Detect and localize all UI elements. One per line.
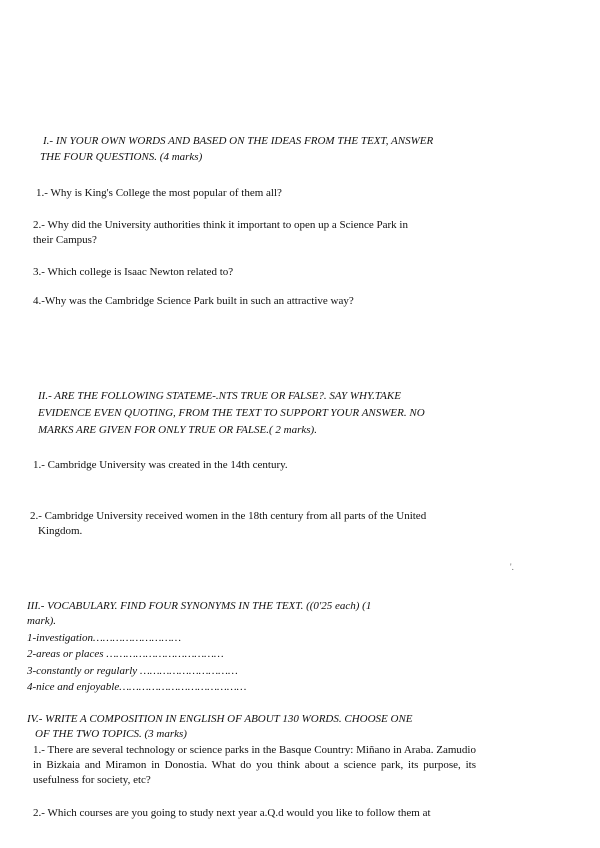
section-4-heading-line-1: IV.- WRITE A COMPOSITION IN ENGLISH OF ABOUT 130 WORDS. CHOOSE ONE	[27, 713, 413, 725]
question-2-line-1: 2.- Why did the University authorities think it important to open up a Science Park in	[33, 219, 408, 231]
section-1-heading-line-2: THE FOUR QUESTIONS. (4 marks)	[40, 151, 203, 163]
vocabulary-item-3: 3-constantly or regularly …………………………	[27, 665, 238, 677]
section-3-heading-line-1: III.- VOCABULARY. FIND FOUR SYNONYMS IN THE TEXT. ((0'25 each) (1	[27, 600, 372, 612]
composition-topic-2: 2.- Which courses are you going to study next year a.Q.d would you like to follow them at	[33, 807, 431, 819]
question-3: 3.- Which college is Isaac Newton related to?	[33, 266, 234, 278]
vocabulary-item-1: 1-investigation………………………	[27, 632, 182, 644]
statement-2-line-1: 2.- Cambridge University received women in the 18th century from all parts of the United	[30, 510, 427, 522]
section-3-heading-line-2: mark).	[27, 615, 57, 627]
section-2-heading-line-1: II.- ARE THE FOLLOWING STATEME-.NTS TRUE OR FALSE?. SAY WHY.TAKE	[38, 390, 401, 402]
section-2-heading-line-3: MARKS ARE GIVEN FOR ONLY TRUE OR FALSE.( 2 marks).	[38, 424, 317, 436]
question-1: 1.- Why is King's College the most popular of them all?	[36, 187, 282, 199]
vocabulary-item-2: 2-areas or places ………………………………	[27, 648, 224, 660]
question-4: 4.-Why was the Cambridge Science Park built in such an attractive way?	[33, 295, 354, 307]
statement-1: 1.- Cambridge University was created in the 14th century.	[33, 459, 288, 471]
statement-2-line-2: Kingdom.	[38, 525, 83, 537]
section-4-heading-line-2: OF THE TWO TOPICS. (3 marks)	[35, 728, 187, 740]
question-2-line-2: their Campus?	[33, 234, 97, 246]
section-1-heading-line-1: I.- IN YOUR OWN WORDS AND BASED ON THE IDEAS FROM THE TEXT, ANSWER	[43, 135, 434, 147]
vocabulary-item-4: 4-nice and enjoyable…………………………………	[27, 681, 247, 693]
stray-mark: '.	[510, 562, 514, 572]
section-2-heading-line-2: EVIDENCE EVEN QUOTING, FROM THE TEXT TO SUPPORT YOUR ANSWER. NO	[38, 407, 425, 419]
composition-topic-1: 1.- There are several technology or science parks in the Basque Country: Miñano in Araba. Zamudio in Bizkaia and Miramon in Donostia. What do you think about a science park, its purpose, its usefulness for society, etc?	[33, 744, 476, 786]
